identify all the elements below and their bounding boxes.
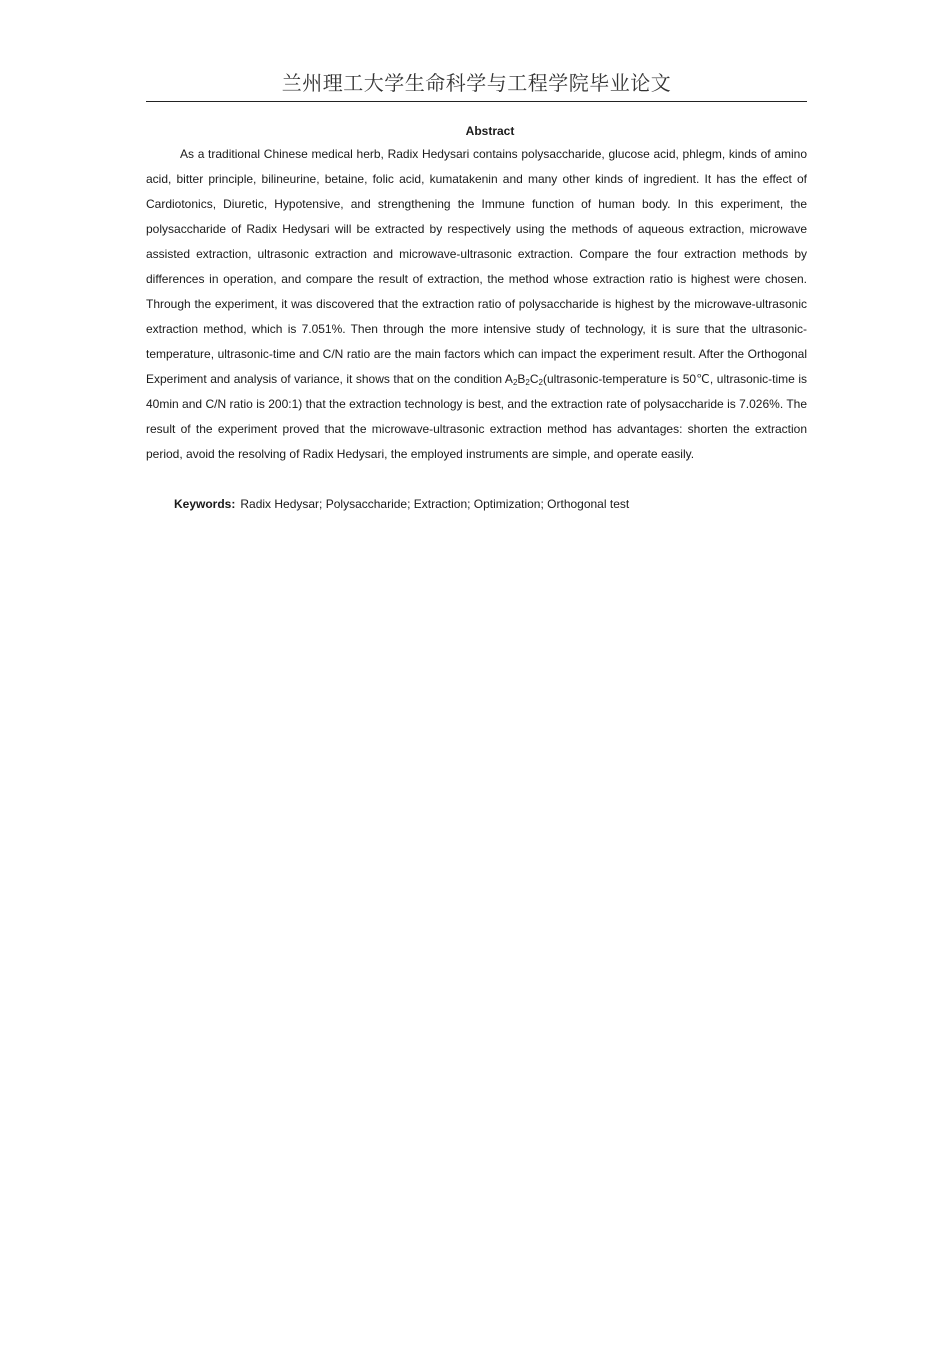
condition-a-subscript: 2: [512, 378, 518, 387]
condition-b-subscript: 2: [525, 378, 530, 387]
page-header: [146, 68, 807, 102]
header-title: 兰州理工大学生命科学与工程学院毕业论文: [281, 71, 672, 95]
abstract-body: [146, 142, 807, 467]
keywords-text: Radix Hedysar; Polysaccharide; Extraction; Optimization; Orthogonal test: [240, 497, 630, 511]
abstract-heading: Abstract: [465, 124, 515, 138]
keywords-label: Keywords:: [174, 497, 236, 511]
keywords-line: [174, 492, 814, 517]
abstract-text-part1: As a traditional Chinese medical herb, Radix Hedysari contains polysaccharide, glucose acid, phlegm, kinds of amino acid, bitter principle, bilineurine, betaine, folic acid, kumatakenin and many other kinds of ingredient. It has the effect of Cardiotonics, Diuretic, Hypotensive, and strengthening the Immune function of human body. In this experiment, the polysaccharide of Radix Hedysari will be extracted by respectively using the methods of aqueous extraction, microwave assisted extraction, ultrasonic extraction and microwave-ultrasonic extraction. Compare the four extraction methods by differences in operation, and compare the result of extraction, the method whose extraction ratio is highest were chosen. Through the experiment, it was discovered that the extraction ratio of polysaccharide is highest by the microwave-ultrasonic extraction method, which is 7.051%. Then through the more intensive study of technology, it is sure that the ultrasonic-temperature, ultrasonic-time and C/N ratio are the main factors which can impact the experiment result. After the Orthogonal Experiment and analysis of variance, it shows that on the condition: [146, 147, 807, 386]
abstract-text-part2: (ultrasonic-temperature is 50℃, ultrasonic-time is 40min and C/N ratio is 200:1) that the extraction technology is best, and the extraction rate of polysaccharide is 7.026%. The result of the experiment proved that the microwave-ultrasonic extraction method has advantages: shorten the extraction period, avoid the resolving of Radix Hedysari, the employed instruments are simple, and operate easily.: [146, 372, 807, 461]
condition-a: A: [504, 372, 513, 386]
condition-c: C: [529, 372, 539, 386]
condition-c-subscript: 2: [538, 378, 543, 387]
condition-b: B: [517, 372, 526, 386]
